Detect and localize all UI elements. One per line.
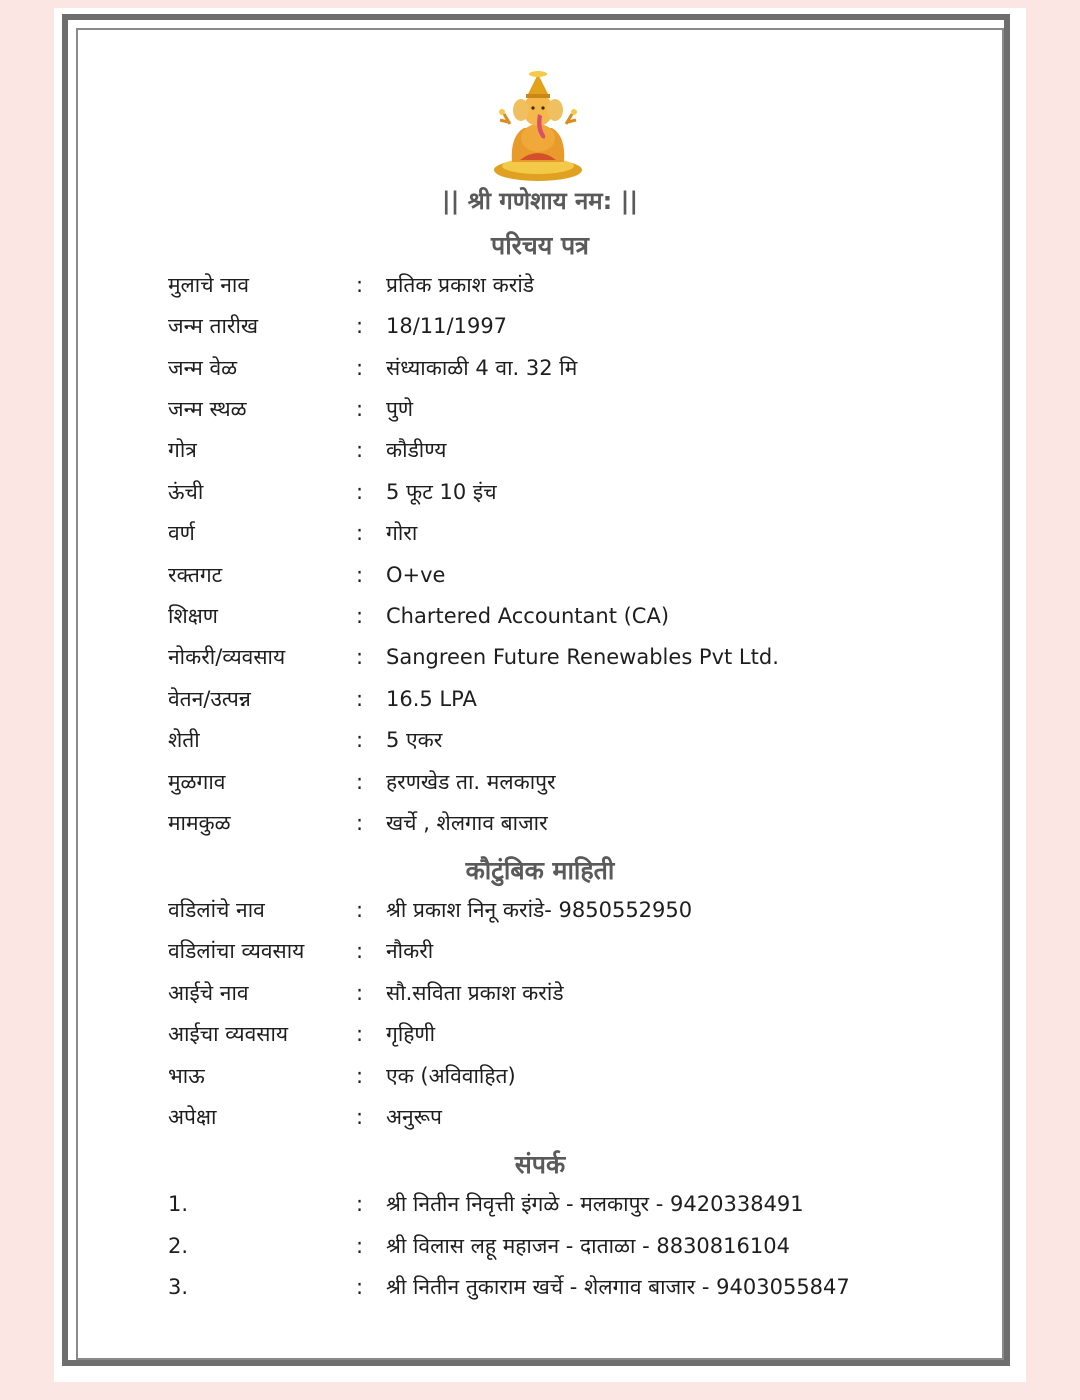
row-value: 16.5 LPA bbox=[386, 687, 477, 711]
row-colon: : bbox=[356, 981, 364, 1005]
row-colon: : bbox=[356, 397, 364, 421]
row-colon: : bbox=[356, 811, 364, 835]
row-value: 18/11/1997 bbox=[386, 314, 508, 338]
row-colon: : bbox=[356, 521, 364, 545]
row-label: वडिलांचे नाव bbox=[168, 898, 265, 922]
row-label: नोकरी/व्यवसाय bbox=[168, 645, 286, 669]
row-colon: : bbox=[356, 645, 364, 669]
row-label: अपेक्षा bbox=[168, 1105, 217, 1129]
row-label: जन्म तारीख bbox=[168, 314, 259, 338]
row-label: जन्म स्थळ bbox=[168, 397, 247, 421]
row-label: वर्ण bbox=[168, 521, 195, 545]
row-colon: : bbox=[356, 1105, 364, 1129]
row-label: आईचा व्यवसाय bbox=[168, 1022, 289, 1046]
row-label: जन्म वेळ bbox=[168, 356, 238, 380]
row-value: O+ve bbox=[386, 563, 446, 587]
ganesha-deity-icon bbox=[490, 66, 586, 184]
row-label: ऊंची bbox=[168, 480, 204, 504]
row-value: नौकरी bbox=[386, 939, 434, 963]
row-colon: : bbox=[356, 770, 364, 794]
family-section-title: कौटुंबिक माहिती bbox=[465, 856, 615, 885]
row-value: श्री नितीन तुकाराम खर्चे - शेलगाव बाजार - 9403055847 bbox=[386, 1275, 850, 1299]
row-value: Sangreen Future Renewables Pvt Ltd. bbox=[386, 645, 779, 669]
row-label: रक्तगट bbox=[168, 563, 223, 587]
row-value: सौ.सविता प्रकाश करांडे bbox=[386, 981, 564, 1005]
row-value: प्रतिक प्रकाश करांडे bbox=[386, 273, 535, 297]
row-label: मुळगाव bbox=[168, 770, 226, 794]
row-value: कौडीण्य bbox=[386, 438, 447, 462]
row-label: आईचे नाव bbox=[168, 981, 249, 1005]
row-value: खर्चे , शेलगाव बाजार bbox=[386, 811, 548, 835]
row-label: 3. bbox=[168, 1275, 189, 1299]
row-label: शिक्षण bbox=[168, 604, 218, 628]
row-value: पुणे bbox=[386, 397, 414, 421]
row-colon: : bbox=[356, 1022, 364, 1046]
row-value: श्री नितीन निवृत्ती इंगळे - मलकापुर - 9420338491 bbox=[386, 1192, 804, 1216]
intro-section-title: परिचय पत्र bbox=[491, 231, 589, 260]
row-label: मुलाचे नाव bbox=[168, 273, 250, 297]
row-label: भाऊ bbox=[168, 1064, 205, 1088]
row-value: 5 एकर bbox=[386, 728, 443, 752]
row-value: 5 फूट 10 इंच bbox=[386, 480, 497, 504]
row-value: अनुरूप bbox=[386, 1105, 442, 1129]
row-colon: : bbox=[356, 1192, 364, 1216]
row-label: वेतन/उत्पन्न bbox=[168, 687, 251, 711]
invocation-heading: || श्री गणेशाय नम: || bbox=[441, 187, 639, 215]
row-colon: : bbox=[356, 563, 364, 587]
row-value: हरणखेड ता. मलकापुर bbox=[386, 770, 556, 794]
row-value: गोरा bbox=[386, 521, 418, 545]
row-colon: : bbox=[356, 480, 364, 504]
row-colon: : bbox=[356, 1064, 364, 1088]
row-value: संध्याकाळी 4 वा. 32 मि bbox=[386, 356, 578, 380]
row-label: मामकुळ bbox=[168, 811, 231, 835]
row-value: Chartered Accountant (CA) bbox=[386, 604, 670, 628]
row-label: वडिलांचा व्यवसाय bbox=[168, 939, 305, 963]
row-value: श्री प्रकाश निनू करांडे- 9850552950 bbox=[386, 898, 693, 922]
row-colon: : bbox=[356, 604, 364, 628]
row-colon: : bbox=[356, 1234, 364, 1258]
row-colon: : bbox=[356, 314, 364, 338]
row-label: शेती bbox=[168, 728, 200, 752]
row-colon: : bbox=[356, 687, 364, 711]
row-label: गोत्र bbox=[168, 438, 197, 462]
contact-section-title: संपर्क bbox=[514, 1150, 566, 1179]
row-colon: : bbox=[356, 728, 364, 752]
row-colon: : bbox=[356, 273, 364, 297]
row-colon: : bbox=[356, 1275, 364, 1299]
row-colon: : bbox=[356, 898, 364, 922]
row-value: एक (अविवाहित) bbox=[386, 1064, 516, 1088]
row-label: 1. bbox=[168, 1192, 189, 1216]
row-colon: : bbox=[356, 939, 364, 963]
row-colon: : bbox=[356, 356, 364, 380]
row-colon: : bbox=[356, 438, 364, 462]
row-value: श्री विलास लहू महाजन - दाताळा - 8830816104 bbox=[386, 1234, 790, 1258]
row-value: गृहिणी bbox=[386, 1022, 436, 1046]
row-label: 2. bbox=[168, 1234, 189, 1258]
